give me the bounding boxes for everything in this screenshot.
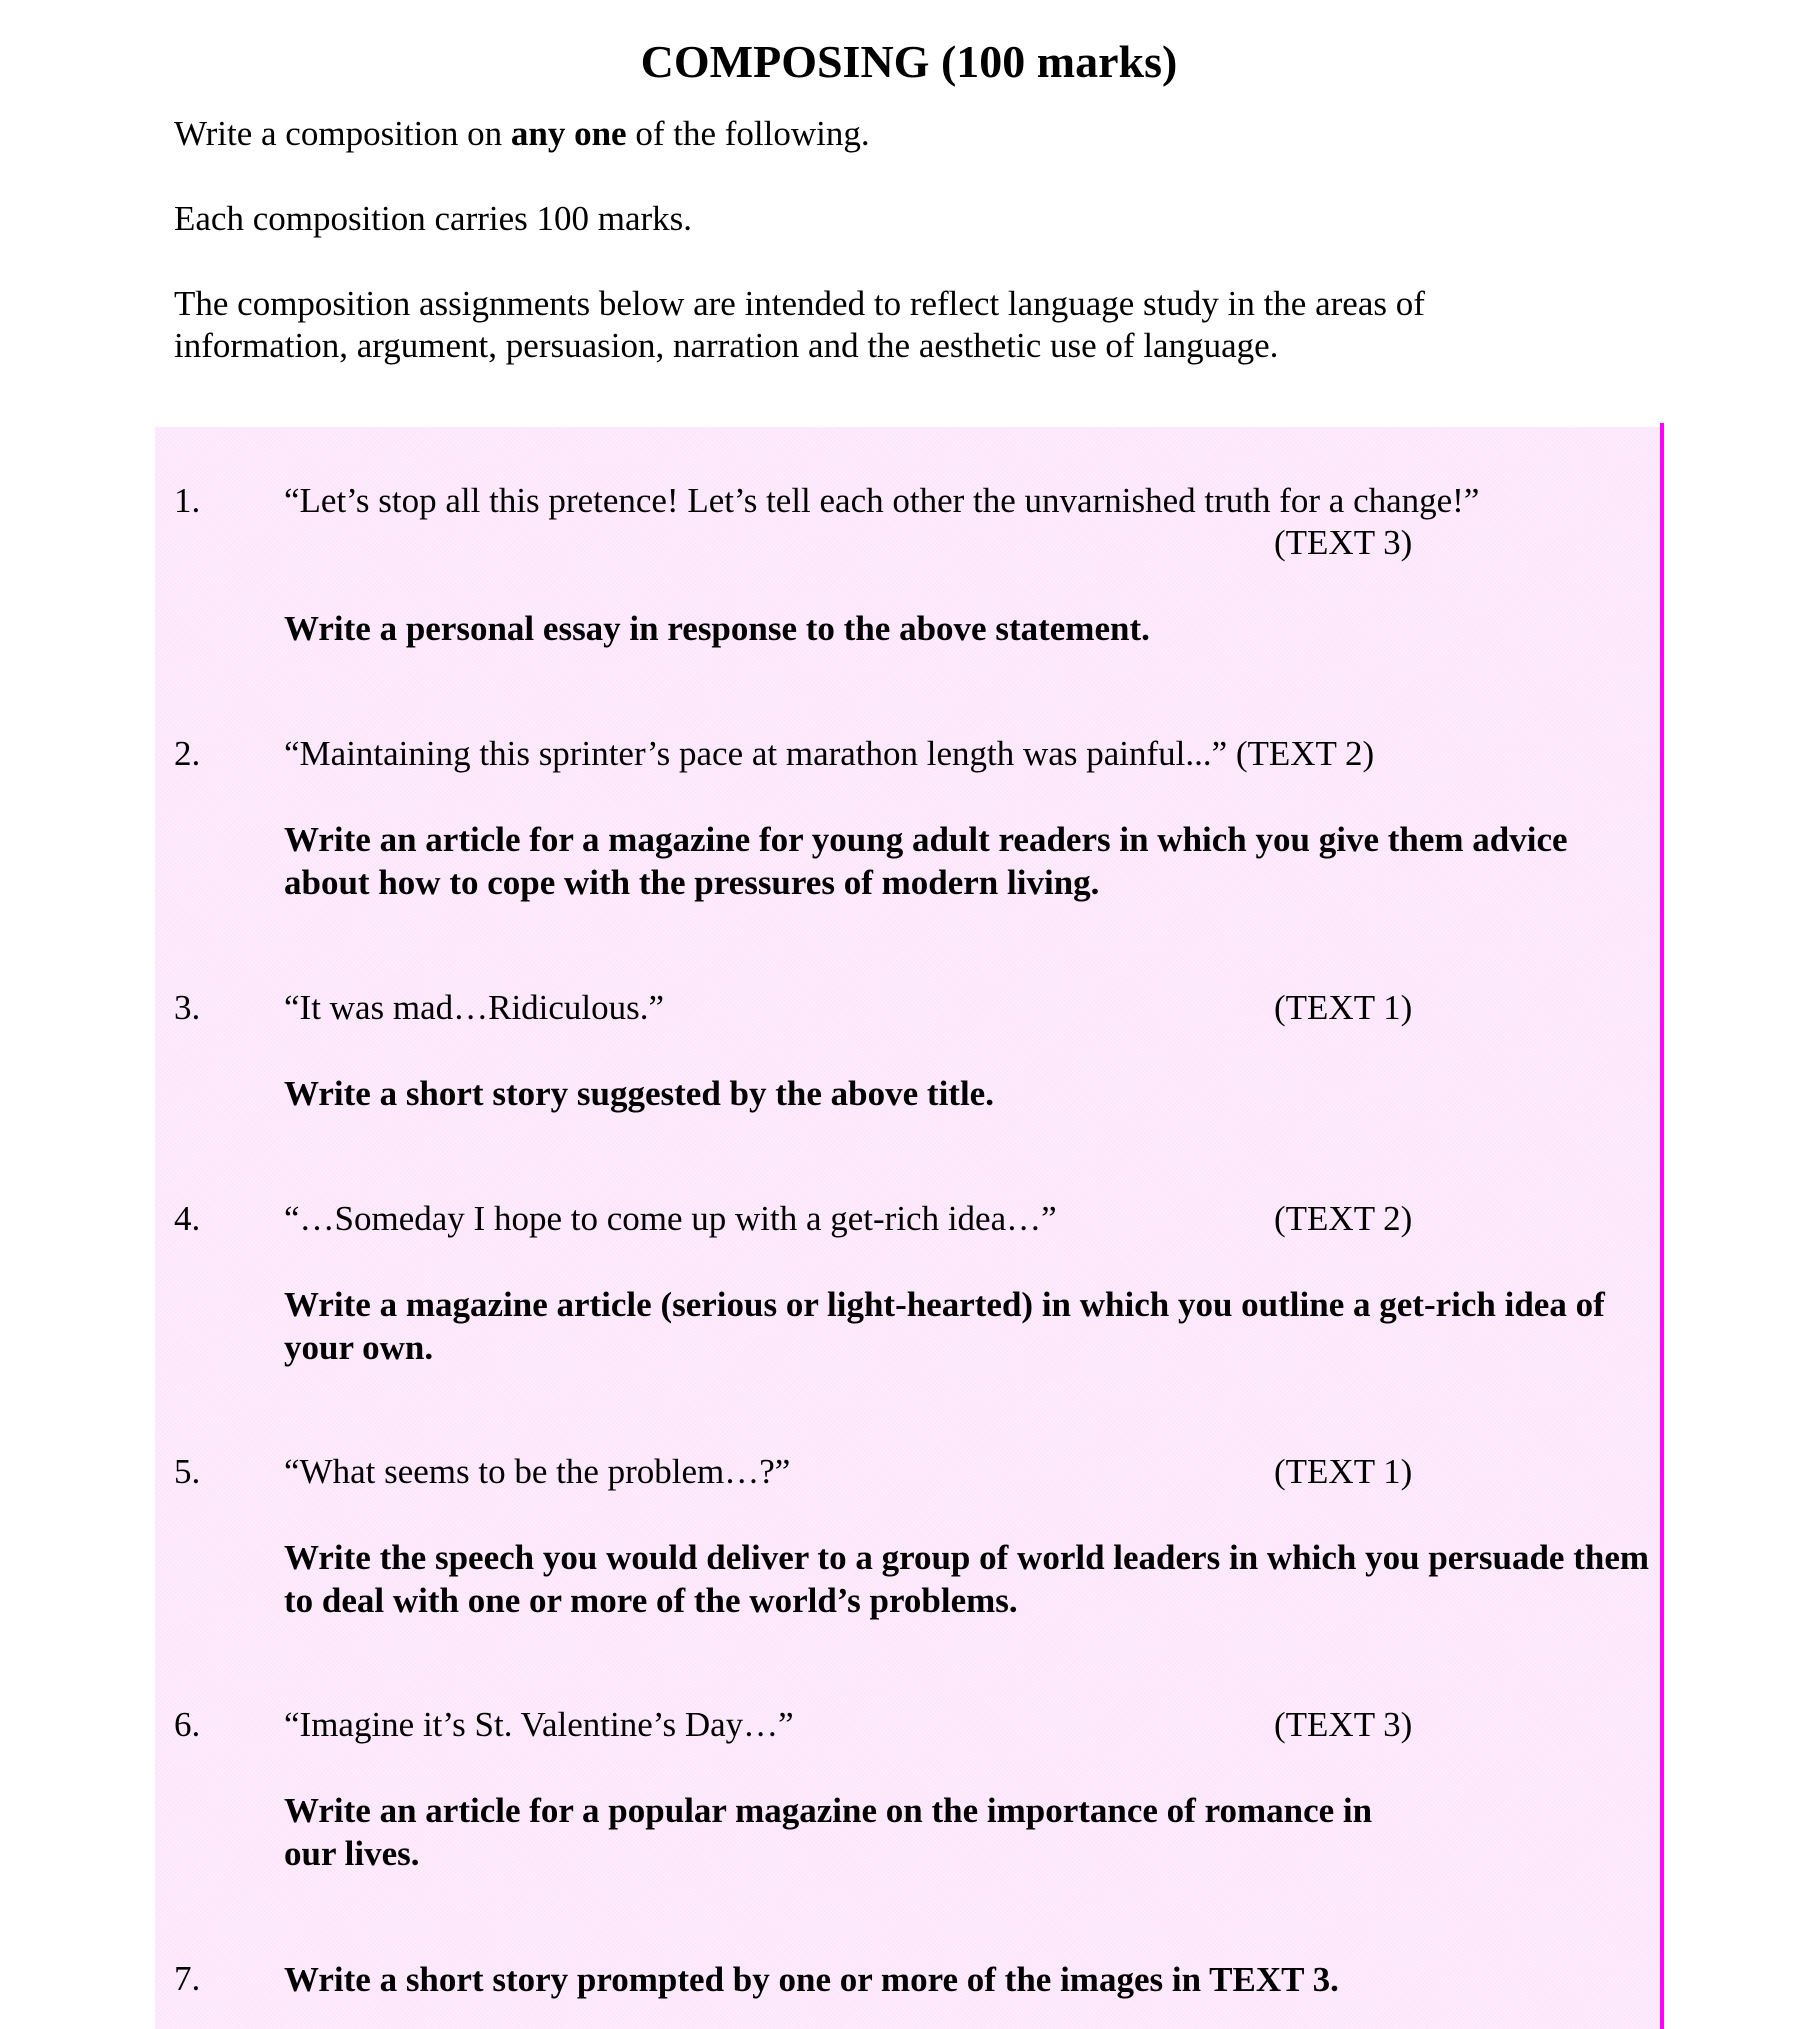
intro-instruction-end: of the following.: [626, 114, 870, 153]
question-number: 3.: [174, 988, 201, 1027]
question-number: 4.: [174, 1199, 201, 1238]
panel-right-border: [1660, 423, 1664, 2029]
question-text-reference: (TEXT 3): [1274, 1705, 1413, 1744]
question-quote: “Imagine it’s St. Valentine’s Day…”: [284, 1705, 794, 1744]
question-task-line-1: Write an article for a popular magazine on the importance of romance in: [284, 1791, 1373, 1830]
intro-instruction-start: Write a composition on: [174, 114, 511, 153]
page-title: COMPOSING (100 marks): [640, 35, 1178, 87]
intro-marks-note: Each composition carries 100 marks.: [174, 199, 693, 238]
question-quote: “What seems to be the problem…?”: [284, 1452, 791, 1491]
question-number: 5.: [174, 1452, 201, 1491]
question-quote: “It was mad…Ridiculous.”: [284, 988, 665, 1027]
question-text-reference: (TEXT 3): [1274, 523, 1413, 562]
question-number: 1.: [174, 481, 201, 520]
question-quote: “…Someday I hope to come up with a get-rich idea…”: [284, 1199, 1057, 1238]
intro-description: The composition assignments below are intended to reflect language study in the areas of information, argument, persuasion, narration and the aesthetic use of language.: [174, 284, 1425, 365]
intro-instruction: [174, 113, 1574, 155]
question-task-line-2: our lives.: [284, 1834, 420, 1873]
question-task: Write the speech you would deliver to a group of world leaders in which you persuade them to deal with one or more of the world’s problems.: [284, 1538, 1650, 1620]
question-quote: “Let’s stop all this pretence! Let’s tell each other the unvarnished truth for a change!”: [284, 481, 1480, 520]
question-text-reference: (TEXT 1): [1274, 1452, 1413, 1491]
question-task: Write an article for a magazine for young adult readers in which you give them advice about how to cope with the pressures of modern living.: [284, 820, 1568, 902]
question-task: Write a magazine article (serious or light-hearted) in which you outline a get-rich idea of your own.: [284, 1285, 1605, 1367]
question-task: Write a short story prompted by one or more of the images in TEXT 3.: [284, 1960, 1339, 1999]
question-task: Write a personal essay in response to the above statement.: [284, 609, 1150, 648]
question-number: 6.: [174, 1705, 201, 1744]
question-number: 2.: [174, 734, 201, 773]
question-task: Write a short story suggested by the above title.: [284, 1074, 994, 1113]
question-number: 7.: [174, 1959, 201, 1998]
question-quote: “Maintaining this sprinter’s pace at marathon length was painful...” (TEXT 2): [284, 734, 1375, 773]
question-text-reference: (TEXT 1): [1274, 988, 1413, 1027]
intro-instruction-emphasis: any one: [510, 114, 627, 153]
question-text-reference: (TEXT 2): [1274, 1199, 1413, 1238]
